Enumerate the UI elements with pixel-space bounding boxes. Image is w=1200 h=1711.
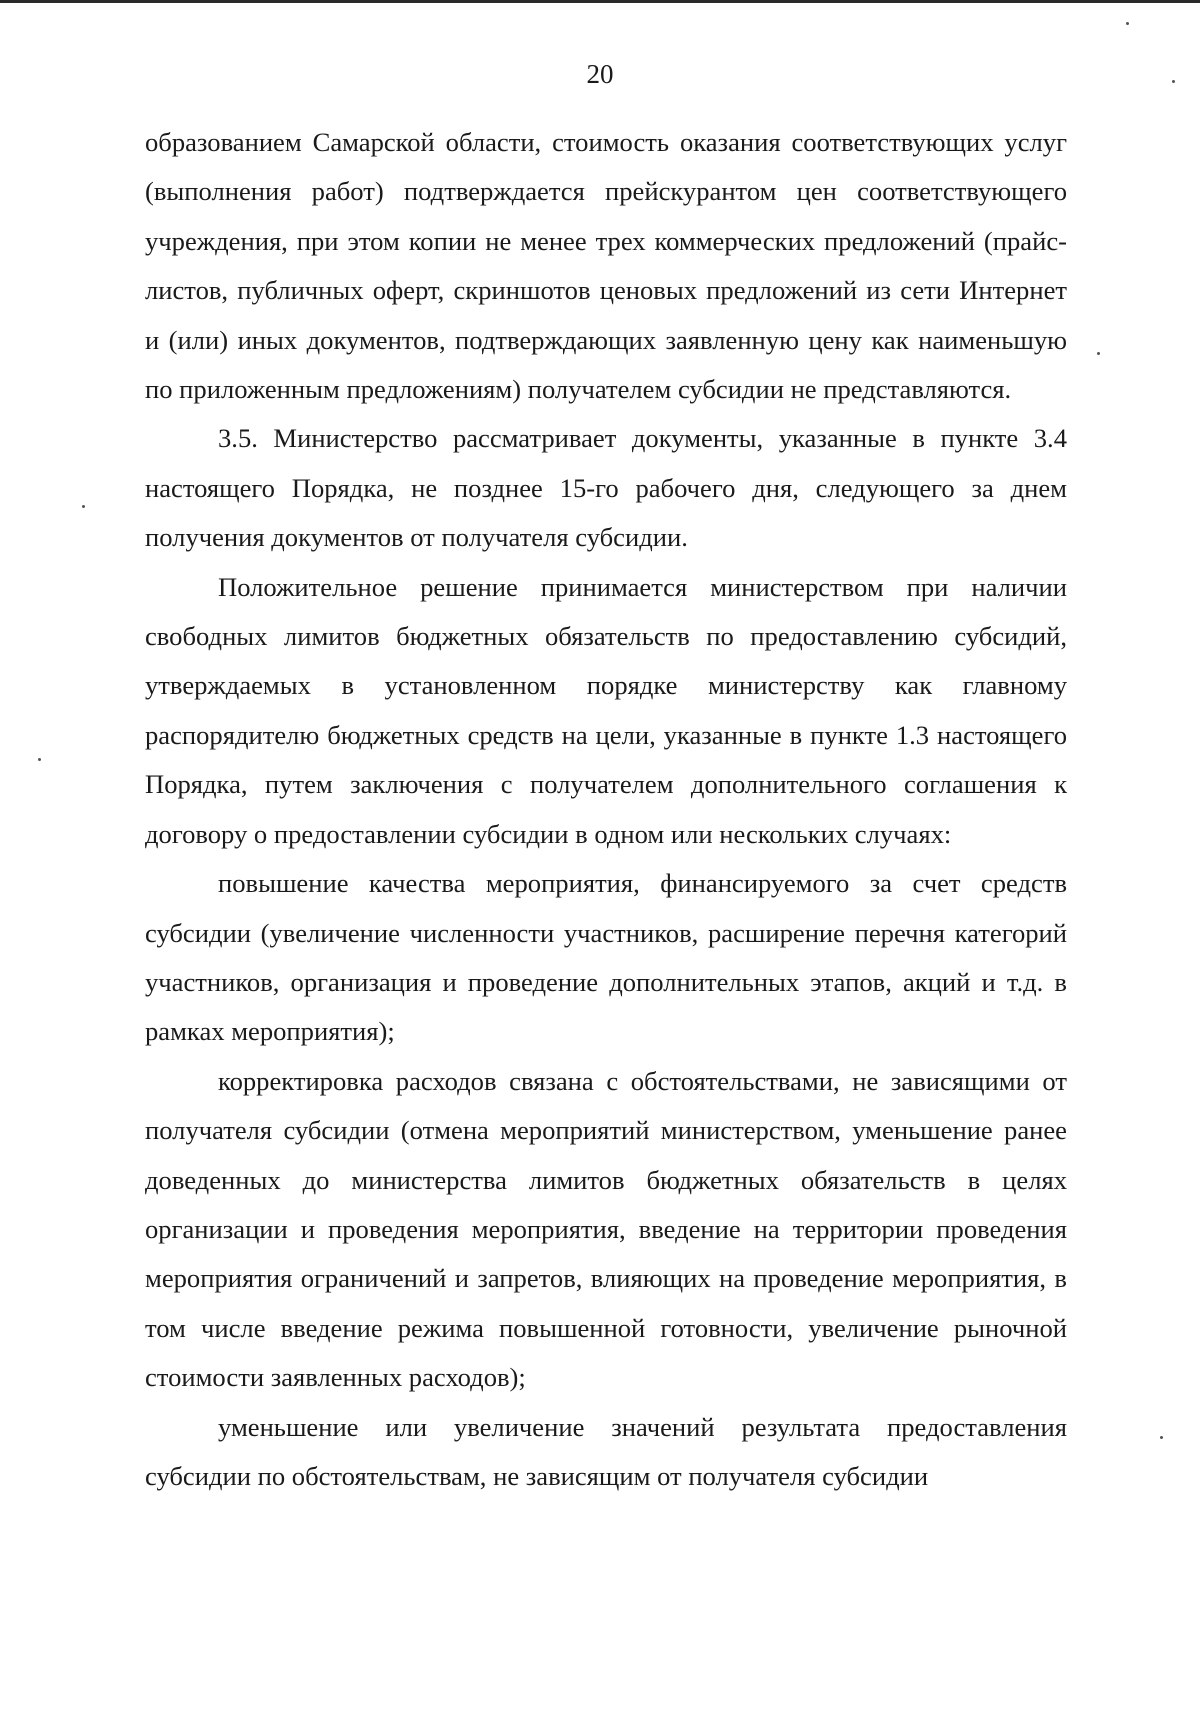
scan-speck [1160, 1436, 1163, 1439]
top-edge-line [0, 0, 1200, 3]
scan-speck [1126, 22, 1129, 25]
paragraph-positive-decision: Положительное решение принимается министерством при наличии свободных лимитов бюджетных обязательств по предоставлению субсидий, утверждаемых в установленном порядке министерству как главному распорядителю бюджетных средств на цели, указанные в пункте 1.3 настоящего Порядка, путем заключения с получателем дополнительного соглашения к договору о предоставлении субсидии в одном или нескольких случаях: [145, 571, 1067, 849]
document-body [145, 118, 1067, 1501]
paragraph-3-5: 3.5. Министерство рассматривает документы, указанные в пункте 3.4 настоящего Порядка, не позднее 15-го рабочего дня, следующего за днем получения документов от получателя субсидии. [145, 423, 1067, 553]
paragraph-case-quality-increase: повышение качества мероприятия, финансируемого за счет средств субсидии (увеличение численности участников, расширение перечня категорий участников, организация и проведение дополнительных этапов, акций и т.д. в рамках мероприятия); [145, 868, 1067, 1047]
page-number: 20 [586, 59, 614, 89]
scan-speck [1097, 352, 1100, 355]
paragraph-continuation: образованием Самарской области, стоимость оказания соответствующих услуг (выполнения работ) подтверждается прейскурантом цен соответствующего учреждения, при этом копии не менее трех коммерческих предложений (прайс-листов, публичных оферт, скриншотов ценовых предложений из сети Интернет и (или) иных документов, подтверждающих заявленную цену как наименьшую по приложенным предложениям) получателем субсидии не представляются. [145, 127, 1067, 405]
paragraph-case-expense-adjustment: корректировка расходов связана с обстоятельствами, не зависящими от получателя субсидии (отмена мероприятий министерством, уменьшение ранее доведенных до министерства лимитов бюджетных обязательств в целях организации и проведения мероприятия, введение на территории проведения мероприятия ограничений и запретов, влияющих на проведение мероприятия, в том числе введение режима повышенной готовности, увеличение рыночной стоимости заявленных расходов); [145, 1065, 1067, 1393]
scan-speck [38, 758, 41, 761]
scan-speck [1172, 80, 1175, 83]
paragraph-case-result-change: уменьшение или увеличение значений результата предоставления субсидии по обстоятельствам, не зависящим от получателя субсидии [145, 1411, 1067, 1491]
scan-speck [82, 505, 85, 508]
